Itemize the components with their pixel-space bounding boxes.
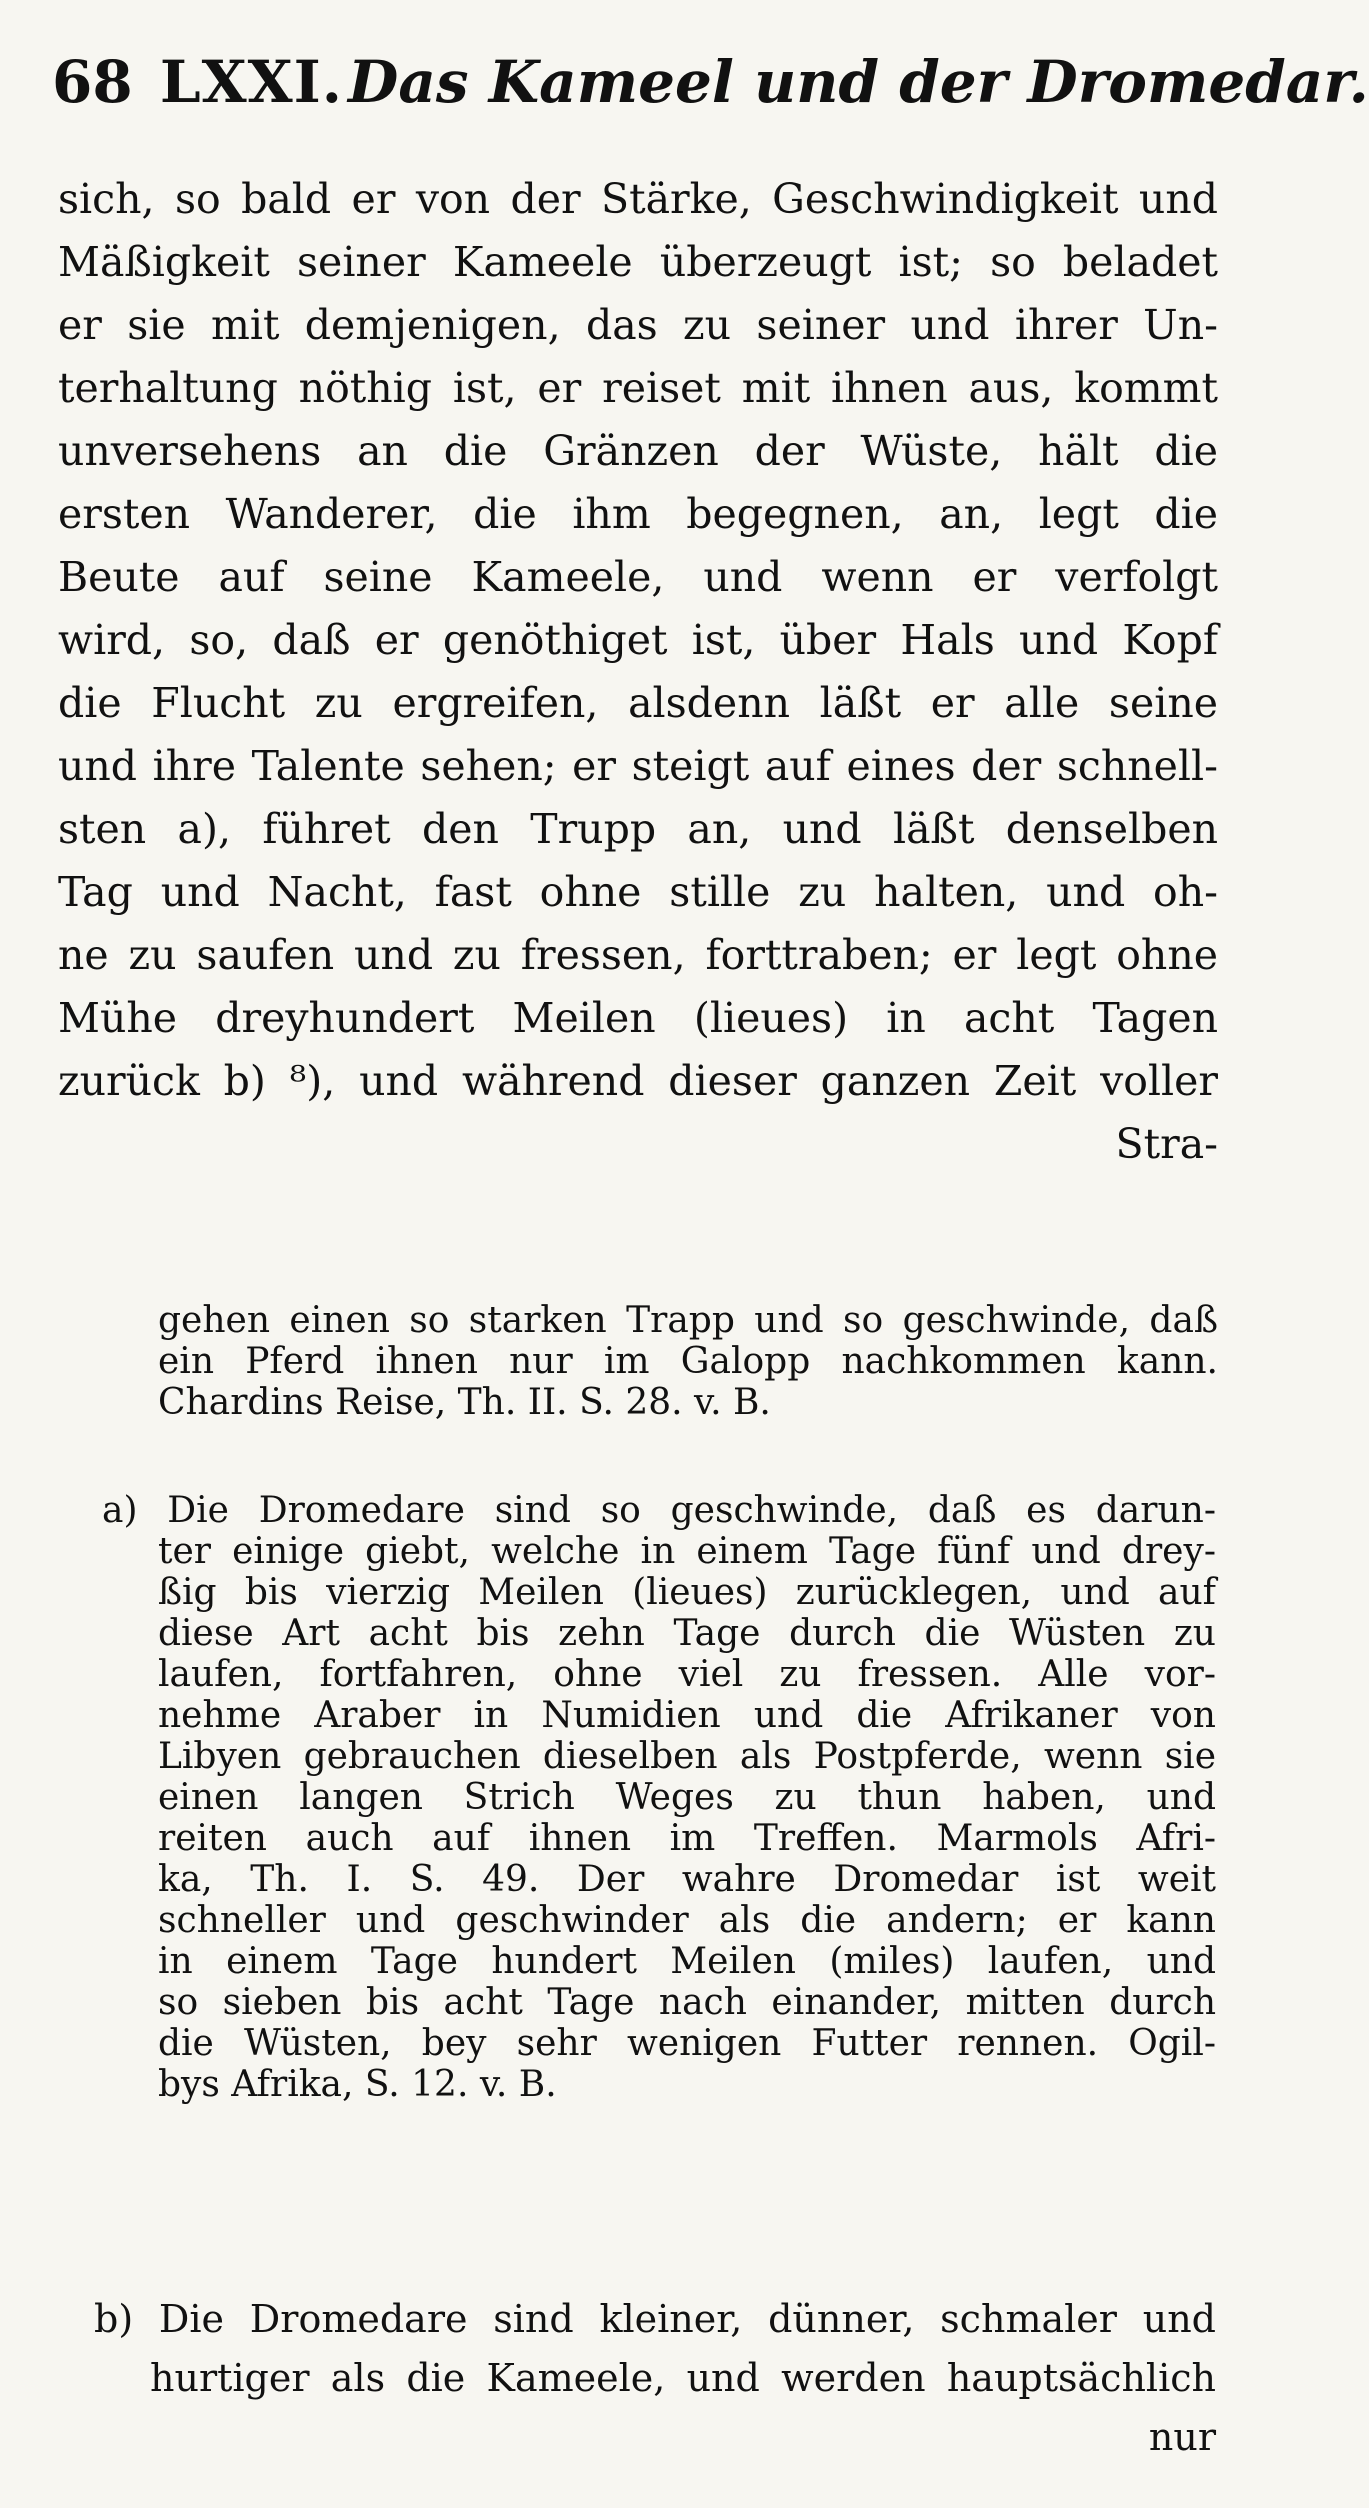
footnote-line: laufen, fortfahren, ohne viel zu fressen. Alle vor- bbox=[158, 1654, 1216, 1695]
text-line: und ihre Talente sehen; er steigt auf eines der schnell- bbox=[58, 742, 1218, 790]
footnote-line: a) Die Dromedare sind so geschwinde, daß es darun- bbox=[102, 1490, 1216, 1531]
running-header bbox=[52, 48, 1369, 138]
footnote-line: ein Pferd ihnen nur im Galopp nachkommen kann. bbox=[158, 1341, 1218, 1382]
text-line: ersten Wanderer, die ihm begegnen, an, legt die bbox=[58, 490, 1218, 538]
text-line: unversehens an die Gränzen der Wüste, hält die bbox=[58, 427, 1218, 475]
footnote-line: in einem Tage hundert Meilen (miles) laufen, und bbox=[158, 1941, 1216, 1982]
chapter-number: LXXI. bbox=[159, 48, 343, 116]
text-line: Beute auf seine Kameele, und wenn er verfolgt bbox=[58, 553, 1218, 601]
catchword: Stra- bbox=[1115, 1120, 1218, 1168]
text-line: wird, so, daß er genöthiget ist, über Hals und Kopf bbox=[58, 616, 1218, 664]
chapter-title: Das Kameel und der Dromedar. bbox=[348, 48, 1369, 116]
footnote-line: ßig bis vierzig Meilen (lieues) zurücklegen, und auf bbox=[158, 1572, 1216, 1613]
text-line: Mühe dreyhundert Meilen (lieues) in acht Tagen bbox=[58, 994, 1218, 1042]
footnote-line: ter einige giebt, welche in einem Tage fünf und drey- bbox=[158, 1531, 1216, 1572]
text-line: Mäßigkeit seiner Kameele überzeugt ist; so beladet bbox=[58, 238, 1218, 286]
footnote-continuation bbox=[158, 1300, 1218, 1423]
text-line: Tag und Nacht, fast ohne stille zu halten, und oh- bbox=[58, 868, 1218, 916]
text-line: sten a), führet den Trupp an, und läßt denselben bbox=[58, 805, 1218, 853]
footnote-line: reiten auch auf ihnen im Treffen. Marmols Afri- bbox=[158, 1818, 1216, 1859]
footnote-a bbox=[102, 1490, 1216, 2105]
page-number: 68 bbox=[52, 48, 133, 116]
text-line: die Flucht zu ergreifen, alsdenn läßt er alle seine bbox=[58, 679, 1218, 727]
footnote-line: einen langen Strich Weges zu thun haben, und bbox=[158, 1777, 1216, 1818]
footnote-line: diese Art acht bis zehn Tage durch die Wüsten zu bbox=[158, 1613, 1216, 1654]
footnote-line: Chardins Reise, Th. II. S. 28. v. B. bbox=[158, 1382, 771, 1423]
text-line: er sie mit demjenigen, das zu seiner und ihrer Un- bbox=[58, 301, 1218, 349]
footnote-line: Libyen gebrauchen dieselben als Postpferde, wenn sie bbox=[158, 1736, 1216, 1777]
text-line: ne zu saufen und zu fressen, forttraben; er legt ohne bbox=[58, 931, 1218, 979]
footnote-line: b) Die Dromedare sind kleiner, dünner, schmaler und bbox=[94, 2297, 1216, 2341]
footnote-line: bys Afrika, S. 12. v. B. bbox=[158, 2064, 557, 2105]
footnote-line: nehme Araber in Numidien und die Afrikaner von bbox=[158, 1695, 1216, 1736]
footnote-line: schneller und geschwinder als die andern; er kann bbox=[158, 1900, 1216, 1941]
catchword: nur bbox=[1148, 2415, 1216, 2459]
footnote-line: die Wüsten, bey sehr wenigen Futter rennen. Ogil- bbox=[158, 2023, 1216, 2064]
text-line: zurück b) ⁸), und während dieser ganzen Zeit voller bbox=[58, 1057, 1218, 1105]
text-line: terhaltung nöthig ist, er reiset mit ihnen aus, kommt bbox=[58, 364, 1218, 412]
text-line: sich, so bald er von der Stärke, Geschwindigkeit und bbox=[58, 175, 1218, 223]
footnote-line: so sieben bis acht Tage nach einander, mitten durch bbox=[158, 1982, 1216, 2023]
footnote-b bbox=[94, 2290, 1216, 2467]
main-text bbox=[58, 168, 1218, 1176]
footnote-line: ka, Th. I. S. 49. Der wahre Dromedar ist weit bbox=[158, 1859, 1216, 1900]
footnote-line: hurtiger als die Kameele, und werden hauptsächlich bbox=[150, 2356, 1216, 2400]
footnote-line: gehen einen so starken Trapp und so geschwinde, daß bbox=[158, 1300, 1218, 1341]
